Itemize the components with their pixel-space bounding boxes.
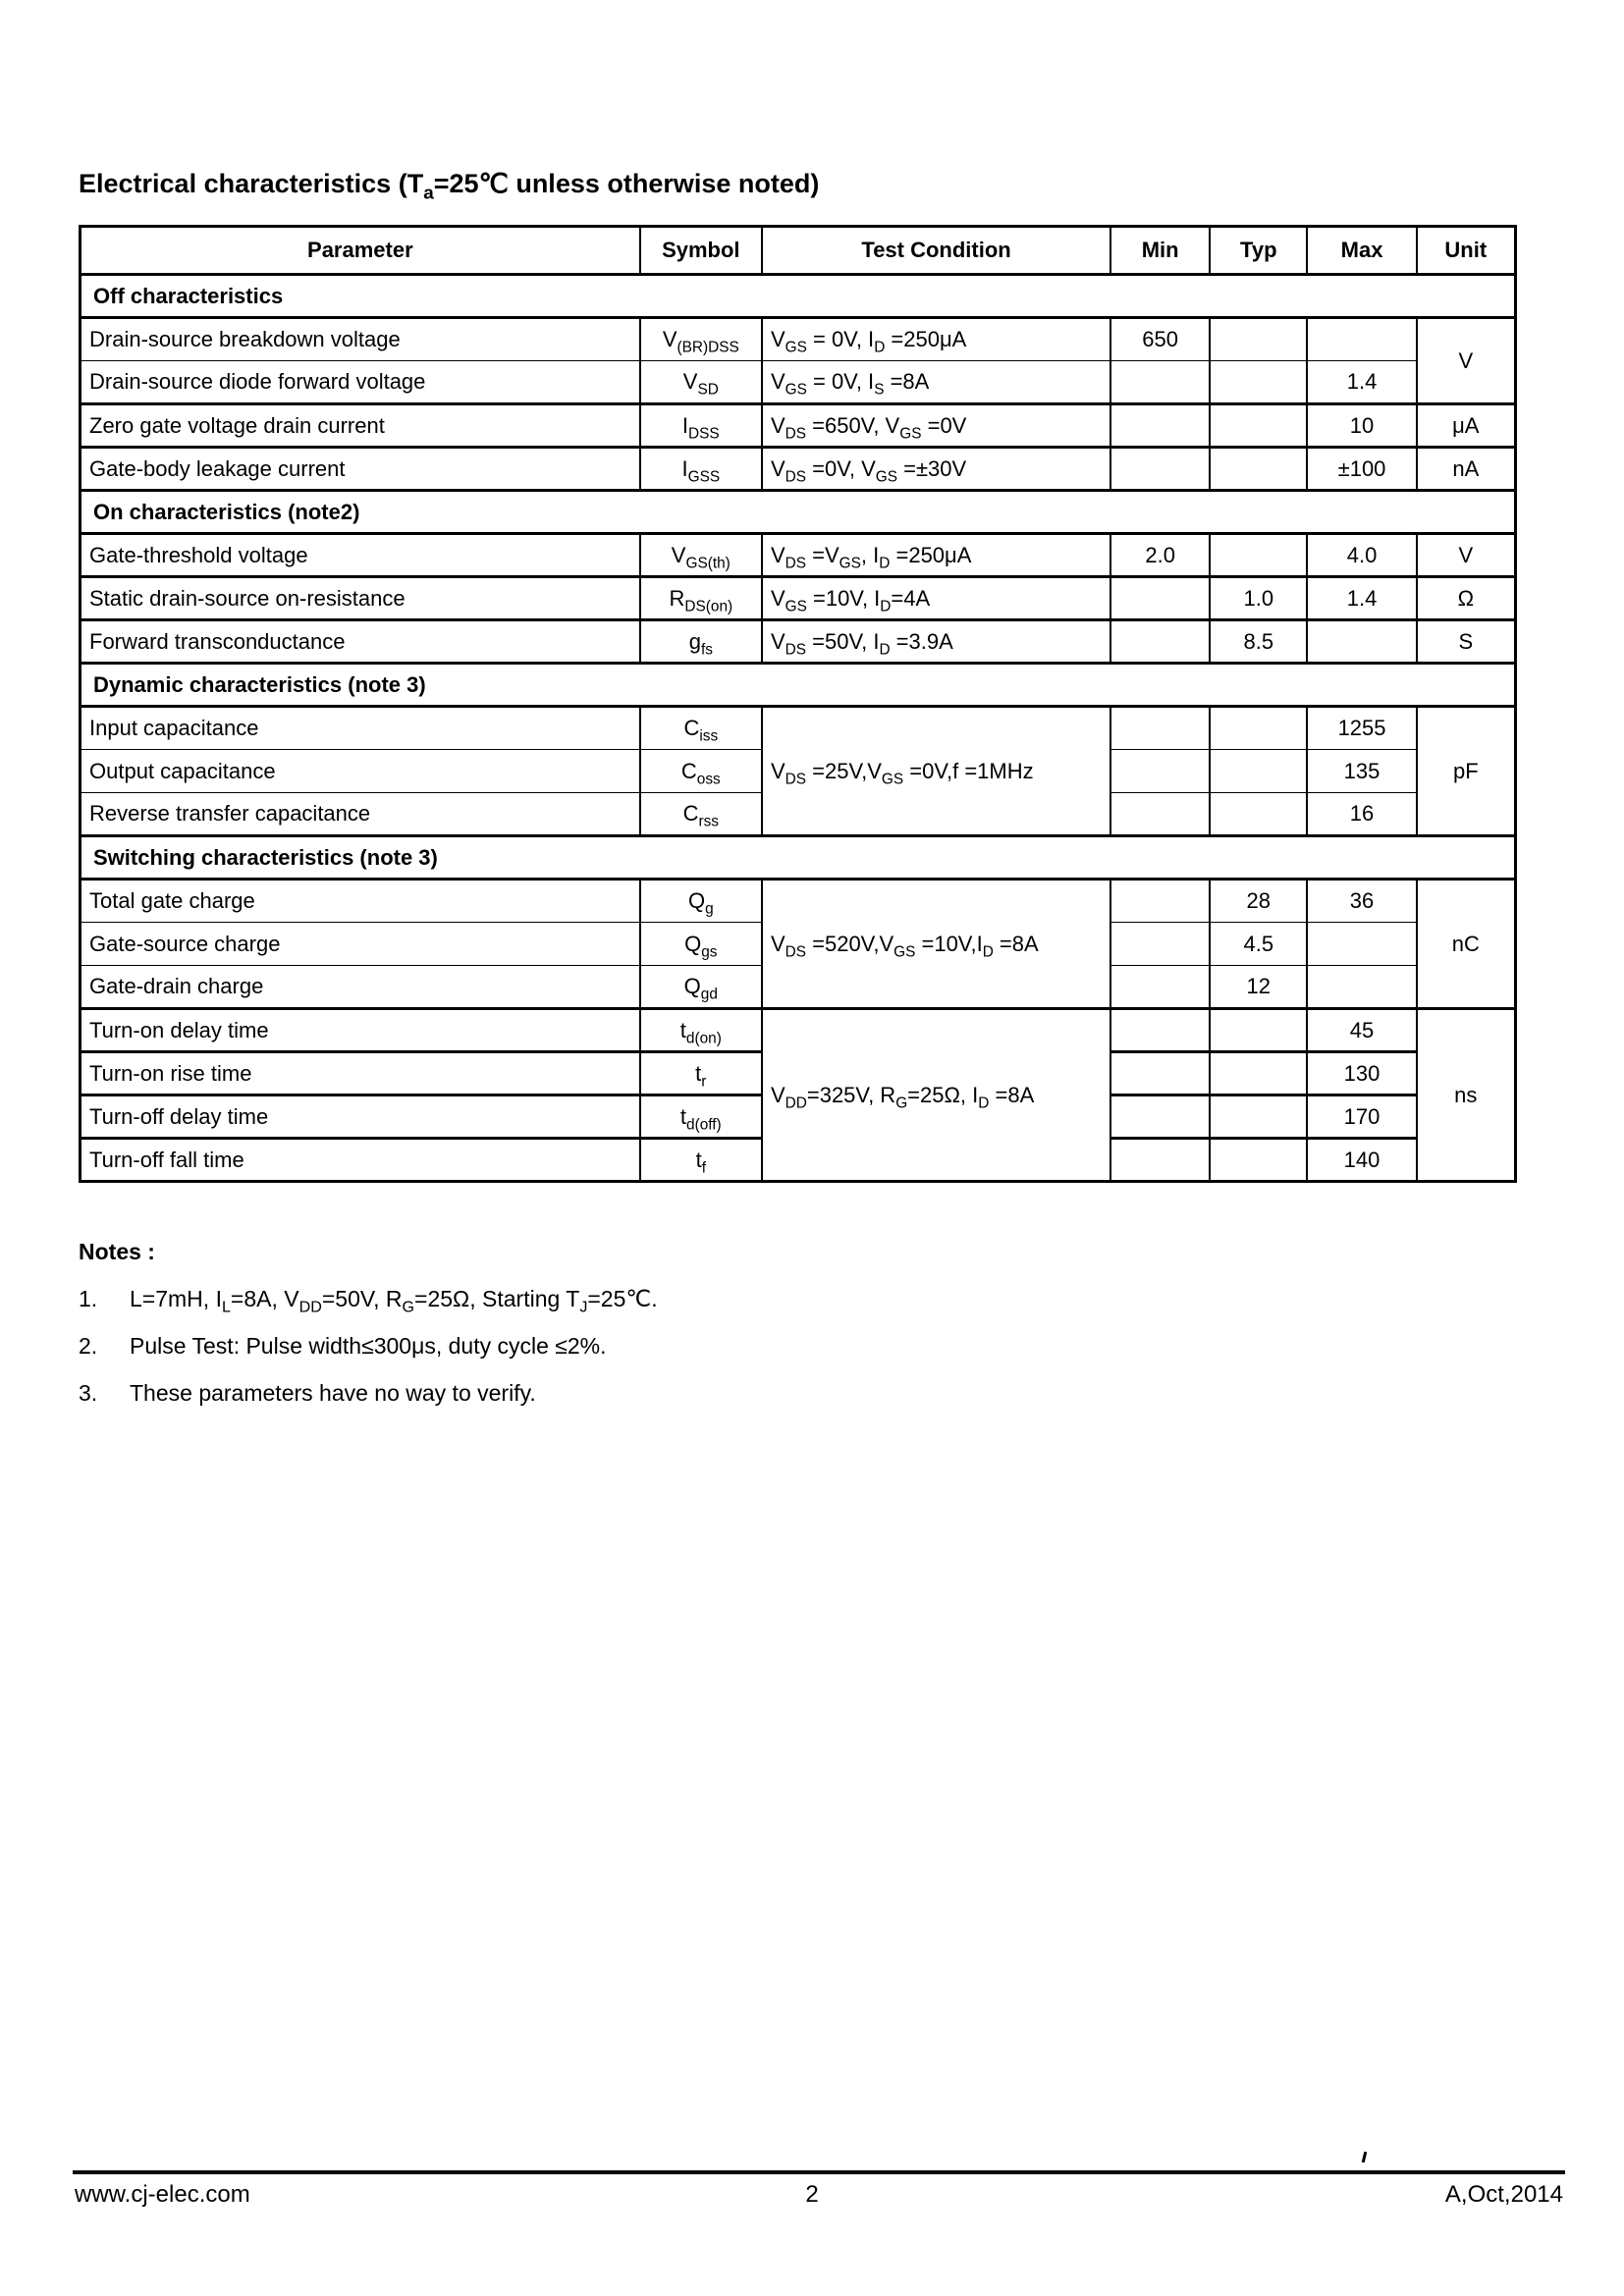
note-text: These parameters have no way to verify. [130, 1380, 536, 1406]
column-header-test-condition: Test Condition [762, 227, 1110, 275]
typ-cell [1210, 318, 1307, 361]
min-cell [1110, 707, 1210, 750]
section-header-label: Switching characteristics (note 3) [81, 836, 1516, 880]
max-cell [1307, 318, 1416, 361]
symbol-cell: $V_{GS(th)}$ [640, 534, 762, 577]
parameter-cell: Zero gate voltage drain current [81, 404, 640, 448]
test-condition-cell: $V_{GS} =10V$, $I_D=4A$ [762, 577, 1110, 620]
unit-cell: nC [1417, 880, 1516, 1009]
symbol-cell: $V_{(BR)DSS}$ [640, 318, 762, 361]
test-condition-cell: $V_{GS} = 0V$, $I_D =250\mu A$ [762, 318, 1110, 361]
typ-cell [1210, 404, 1307, 448]
typ-cell: 1.0 [1210, 577, 1307, 620]
note-number: 1. [79, 1286, 98, 1311]
typ-cell [1210, 448, 1307, 491]
max-cell [1307, 620, 1416, 664]
min-cell [1110, 1095, 1210, 1139]
symbol-cell: $t_r$ [640, 1052, 762, 1095]
test-condition-cell: $V_{GS} = 0V$, $I_S =8A$ [762, 361, 1110, 404]
typ-cell [1210, 361, 1307, 404]
note-item [79, 1333, 1159, 1360]
section-header-row [81, 491, 1516, 534]
parameter-cell: Gate-body leakage current [81, 448, 640, 491]
symbol-cell: $C_{rss}$ [640, 793, 762, 836]
column-header-parameter: Parameter [81, 227, 640, 275]
min-cell [1110, 448, 1210, 491]
parameter-cell: Output capacitance [81, 750, 640, 793]
footer-rule [73, 2170, 1565, 2174]
parameter-cell: Turn-off fall time [81, 1139, 640, 1182]
column-header-symbol: Symbol [640, 227, 762, 275]
symbol-cell: $t_{d(on)}$ [640, 1009, 762, 1052]
table-row [81, 404, 1516, 448]
typ-cell [1210, 707, 1307, 750]
table-row [81, 880, 1516, 923]
table-row [81, 577, 1516, 620]
min-cell [1110, 923, 1210, 966]
max-cell: ±100 [1307, 448, 1416, 491]
typ-cell [1210, 1095, 1307, 1139]
min-cell [1110, 880, 1210, 923]
footer-revision: A,Oct,2014 [1444, 2181, 1563, 2208]
note-text: L=7mH, $I_L=8A$, $V_{DD}=50V$, $R_G=25\Omega$, Starting $T_J=25℃$. [130, 1286, 658, 1316]
symbol-cell: $C_{iss}$ [640, 707, 762, 750]
symbol-cell: $I_{DSS}$ [640, 404, 762, 448]
table-row [81, 1009, 1516, 1052]
note-text: Pulse Test: Pulse width≤300μs, duty cycle ≤2%. [130, 1333, 607, 1359]
test-condition-cell: $V_{DS} =V_{GS}$, $I_D =250\mu A$ [762, 534, 1110, 577]
max-cell: 130 [1307, 1052, 1416, 1095]
max-cell: 45 [1307, 1009, 1416, 1052]
unit-cell: S [1417, 620, 1516, 664]
min-cell [1110, 793, 1210, 836]
parameter-cell: Turn-on rise time [81, 1052, 640, 1095]
typ-cell: 28 [1210, 880, 1307, 923]
max-cell: 170 [1307, 1095, 1416, 1139]
min-cell [1110, 1139, 1210, 1182]
table-row [81, 534, 1516, 577]
max-cell [1307, 923, 1416, 966]
unit-cell: μA [1417, 404, 1516, 448]
min-cell [1110, 577, 1210, 620]
parameter-cell: Reverse transfer capacitance [81, 793, 640, 836]
symbol-cell: $C_{oss}$ [640, 750, 762, 793]
max-cell [1307, 966, 1416, 1009]
spec-table-body [81, 227, 1516, 1182]
typ-cell [1210, 534, 1307, 577]
section-header-row [81, 275, 1516, 318]
typ-cell: 4.5 [1210, 923, 1307, 966]
min-cell [1110, 1052, 1210, 1095]
symbol-cell: $g_{fs}$ [640, 620, 762, 664]
note-item [79, 1286, 1159, 1316]
max-cell: 1255 [1307, 707, 1416, 750]
symbol-cell: $Q_{gd}$ [640, 966, 762, 1009]
max-cell: 36 [1307, 880, 1416, 923]
test-condition-cell: $V_{DS} =650V$, $V_{GS} =0V$ [762, 404, 1110, 448]
unit-cell: pF [1417, 707, 1516, 836]
symbol-cell: $t_f$ [640, 1139, 762, 1182]
symbol-cell: $t_{d(off)}$ [640, 1095, 762, 1139]
note-item [79, 1380, 1159, 1407]
footer-page-number: 2 [805, 2181, 819, 2208]
min-cell [1110, 404, 1210, 448]
test-condition-cell: $V_{DD}=325V$, $R_G=25\Omega$, $I_D =8A$ [762, 1009, 1110, 1182]
unit-cell: V [1417, 318, 1516, 404]
table-row [81, 448, 1516, 491]
section-header-label: Off characteristics [81, 275, 1516, 318]
parameter-cell: Drain-source breakdown voltage [81, 318, 640, 361]
unit-cell: Ω [1417, 577, 1516, 620]
parameter-cell: Total gate charge [81, 880, 640, 923]
notes-heading: Notes : [79, 1239, 155, 1264]
column-header-typ: Typ [1210, 227, 1307, 275]
parameter-cell: Static drain-source on-resistance [81, 577, 640, 620]
symbol-cell: $I_{GSS}$ [640, 448, 762, 491]
note-number: 2. [79, 1333, 98, 1359]
stray-scan-mark [1362, 2152, 1368, 2163]
table-row [81, 620, 1516, 664]
test-condition-cell: $V_{DS} =25V,V_{GS} =0V,f =1MHz$ [762, 707, 1110, 836]
unit-cell: V [1417, 534, 1516, 577]
table-row [81, 361, 1516, 404]
table-row [81, 318, 1516, 361]
min-cell [1110, 620, 1210, 664]
page-title: Electrical characteristics ($T_a=25℃$ unless otherwise noted) [79, 169, 820, 204]
max-cell: 16 [1307, 793, 1416, 836]
typ-cell [1210, 750, 1307, 793]
notes-list [79, 1286, 1159, 1407]
column-header-unit: Unit [1417, 227, 1516, 275]
min-cell [1110, 750, 1210, 793]
max-cell: 135 [1307, 750, 1416, 793]
parameter-cell: Gate-drain charge [81, 966, 640, 1009]
max-cell: 140 [1307, 1139, 1416, 1182]
parameter-cell: Gate-source charge [81, 923, 640, 966]
symbol-cell: $Q_{gs}$ [640, 923, 762, 966]
max-cell: 10 [1307, 404, 1416, 448]
min-cell: 2.0 [1110, 534, 1210, 577]
table-row [81, 707, 1516, 750]
unit-cell: ns [1417, 1009, 1516, 1182]
test-condition-cell: $V_{DS} =0V$, $V_{GS} =\pm 30V$ [762, 448, 1110, 491]
unit-cell: nA [1417, 448, 1516, 491]
footer-website: www.cj-elec.com [75, 2181, 250, 2208]
typ-cell [1210, 1052, 1307, 1095]
note-number: 3. [79, 1380, 98, 1406]
typ-cell: 12 [1210, 966, 1307, 1009]
parameter-cell: Input capacitance [81, 707, 640, 750]
test-condition-cell: $V_{DS} =520V,V_{GS} =10V,I_D =8A$ [762, 880, 1110, 1009]
typ-cell [1210, 1009, 1307, 1052]
symbol-cell: $R_{DS(on)}$ [640, 577, 762, 620]
test-condition-cell: $V_{DS} =50V$, $I_D =3.9A$ [762, 620, 1110, 664]
typ-cell [1210, 793, 1307, 836]
column-header-max: Max [1307, 227, 1416, 275]
symbol-cell: $Q_g$ [640, 880, 762, 923]
symbol-cell: $V_{SD}$ [640, 361, 762, 404]
section-header-row [81, 836, 1516, 880]
parameter-cell: Drain-source diode forward voltage [81, 361, 640, 404]
parameter-cell: Gate-threshold voltage [81, 534, 640, 577]
max-cell: 1.4 [1307, 577, 1416, 620]
parameter-cell: Turn-on delay time [81, 1009, 640, 1052]
max-cell: 4.0 [1307, 534, 1416, 577]
min-cell [1110, 966, 1210, 1009]
min-cell: 650 [1110, 318, 1210, 361]
min-cell [1110, 361, 1210, 404]
section-header-label: Dynamic characteristics (note 3) [81, 664, 1516, 707]
min-cell [1110, 1009, 1210, 1052]
table-header-row [81, 227, 1516, 275]
section-header-row [81, 664, 1516, 707]
spec-table [79, 225, 1517, 1183]
max-cell: 1.4 [1307, 361, 1416, 404]
parameter-cell: Forward transconductance [81, 620, 640, 664]
notes-section [79, 1239, 1159, 1407]
typ-cell: 8.5 [1210, 620, 1307, 664]
typ-cell [1210, 1139, 1307, 1182]
section-header-label: On characteristics (note2) [81, 491, 1516, 534]
parameter-cell: Turn-off delay time [81, 1095, 640, 1139]
column-header-min: Min [1110, 227, 1210, 275]
